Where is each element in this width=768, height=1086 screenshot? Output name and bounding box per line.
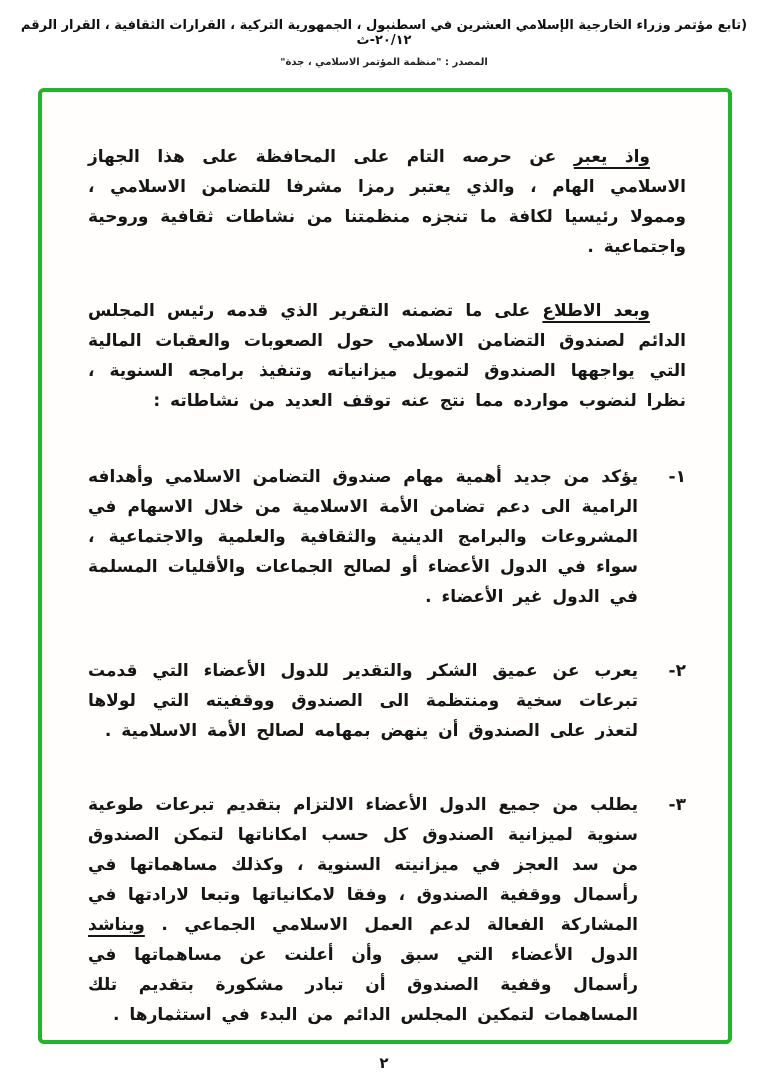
item-number: ٢- [668,661,686,681]
document-header [0,0,768,68]
underlined-word: ويناشد [88,915,145,935]
header-title: (تابع مؤتمر وزراء الخارجية الإسلامي العشرين في اسطنبول ، الجمهورية التركية ، القرارات الثقافية ، القرار الرقم ٢٠/١٢-ث [20,18,748,48]
lead-word-underlined: واذ يعبر [573,147,650,167]
item-text-segment: الدول الأعضاء التي سبق وأن أعلنت عن مساهماتها في رأسمال وقفية الصندوق أن تبادر مشكورة بتقديم تلك المساهمات لتمكين المجلس الدائم من البدء في استثمارها . [88,945,638,1025]
item-number: ١- [668,467,686,487]
item-text [88,790,638,1030]
resolution-item-1 [88,462,686,612]
resolution-items-list [88,462,686,1030]
item-number: ٣- [668,795,686,815]
item-text: يؤكد من جديد أهمية مهام صندوق التضامن الاسلامي وأهدافه الرامية الى دعم تضامن الأمة الاسلامية من خلال الاسهام في المشروعات والبرامج الدينية والثقافية والعلمية والاجتماعية ، سواء في الدول الأعضاء أو لصالح الجماعات والأقليات المسلمة في الدول غير الأعضاء . [88,467,638,607]
resolution-item-2 [88,656,686,746]
paragraph-text: على ما تضمنه التقرير الذي قدمه رئيس المجلس الدائم لصندوق التضامن الاسلامي حول الصعوبات والعقبات المالية التي يواجهها الصندوق لتمويل ميزانياته وتنفيذ برامجه السنوية ، نظرا لنضوب موارده مما نتج عنه توقف العديد من نشاطاته : [88,301,686,411]
paragraph-text: عن حرصه التام على المحافظة على هذا الجهاز الاسلامي الهام ، والذي يعتبر رمزا مشرفا للتضامن الاسلامي ، وممولا رئيسيا لكافة ما تنجزه منظمتنا من نشاطات ثقافية وروحية واجتماعية . [88,147,686,257]
scan-frame-border [38,88,732,1044]
page-number: ٢ [379,1054,389,1072]
preamble-paragraph-2 [88,296,686,416]
preamble-paragraph-1 [88,142,686,262]
document-body [42,92,728,1030]
lead-word-underlined: وبعد الاطلاع [542,301,650,321]
header-source: المصدر : "منظمة المؤتمر الاسلامي ، جدة" [280,57,488,68]
item-text: يعرب عن عميق الشكر والتقدير للدول الأعضاء التي قدمت تبرعات سخية ومنتظمة الى الصندوق ووقفيته التي لولاها لتعذر على الصندوق أن ينهض بمهامه لصالح الأمة الاسلامية . [88,661,638,741]
item-text-segment: يطلب من جميع الدول الأعضاء الالتزام بتقديم تبرعات طوعية سنوية لميزانية الصندوق كل حسب امكاناتها لتمكن الصندوق من سد العجز في ميزانيته السنوية ، وكذلك مساهماتها في رأسمال ووقفية الصندوق ، وفقا لامكانياتها وتبعا لارادتها في المشاركة الفعالة لدعم العمل الاسلامي الجماعي . [88,795,638,935]
resolution-item-3 [88,790,686,1030]
